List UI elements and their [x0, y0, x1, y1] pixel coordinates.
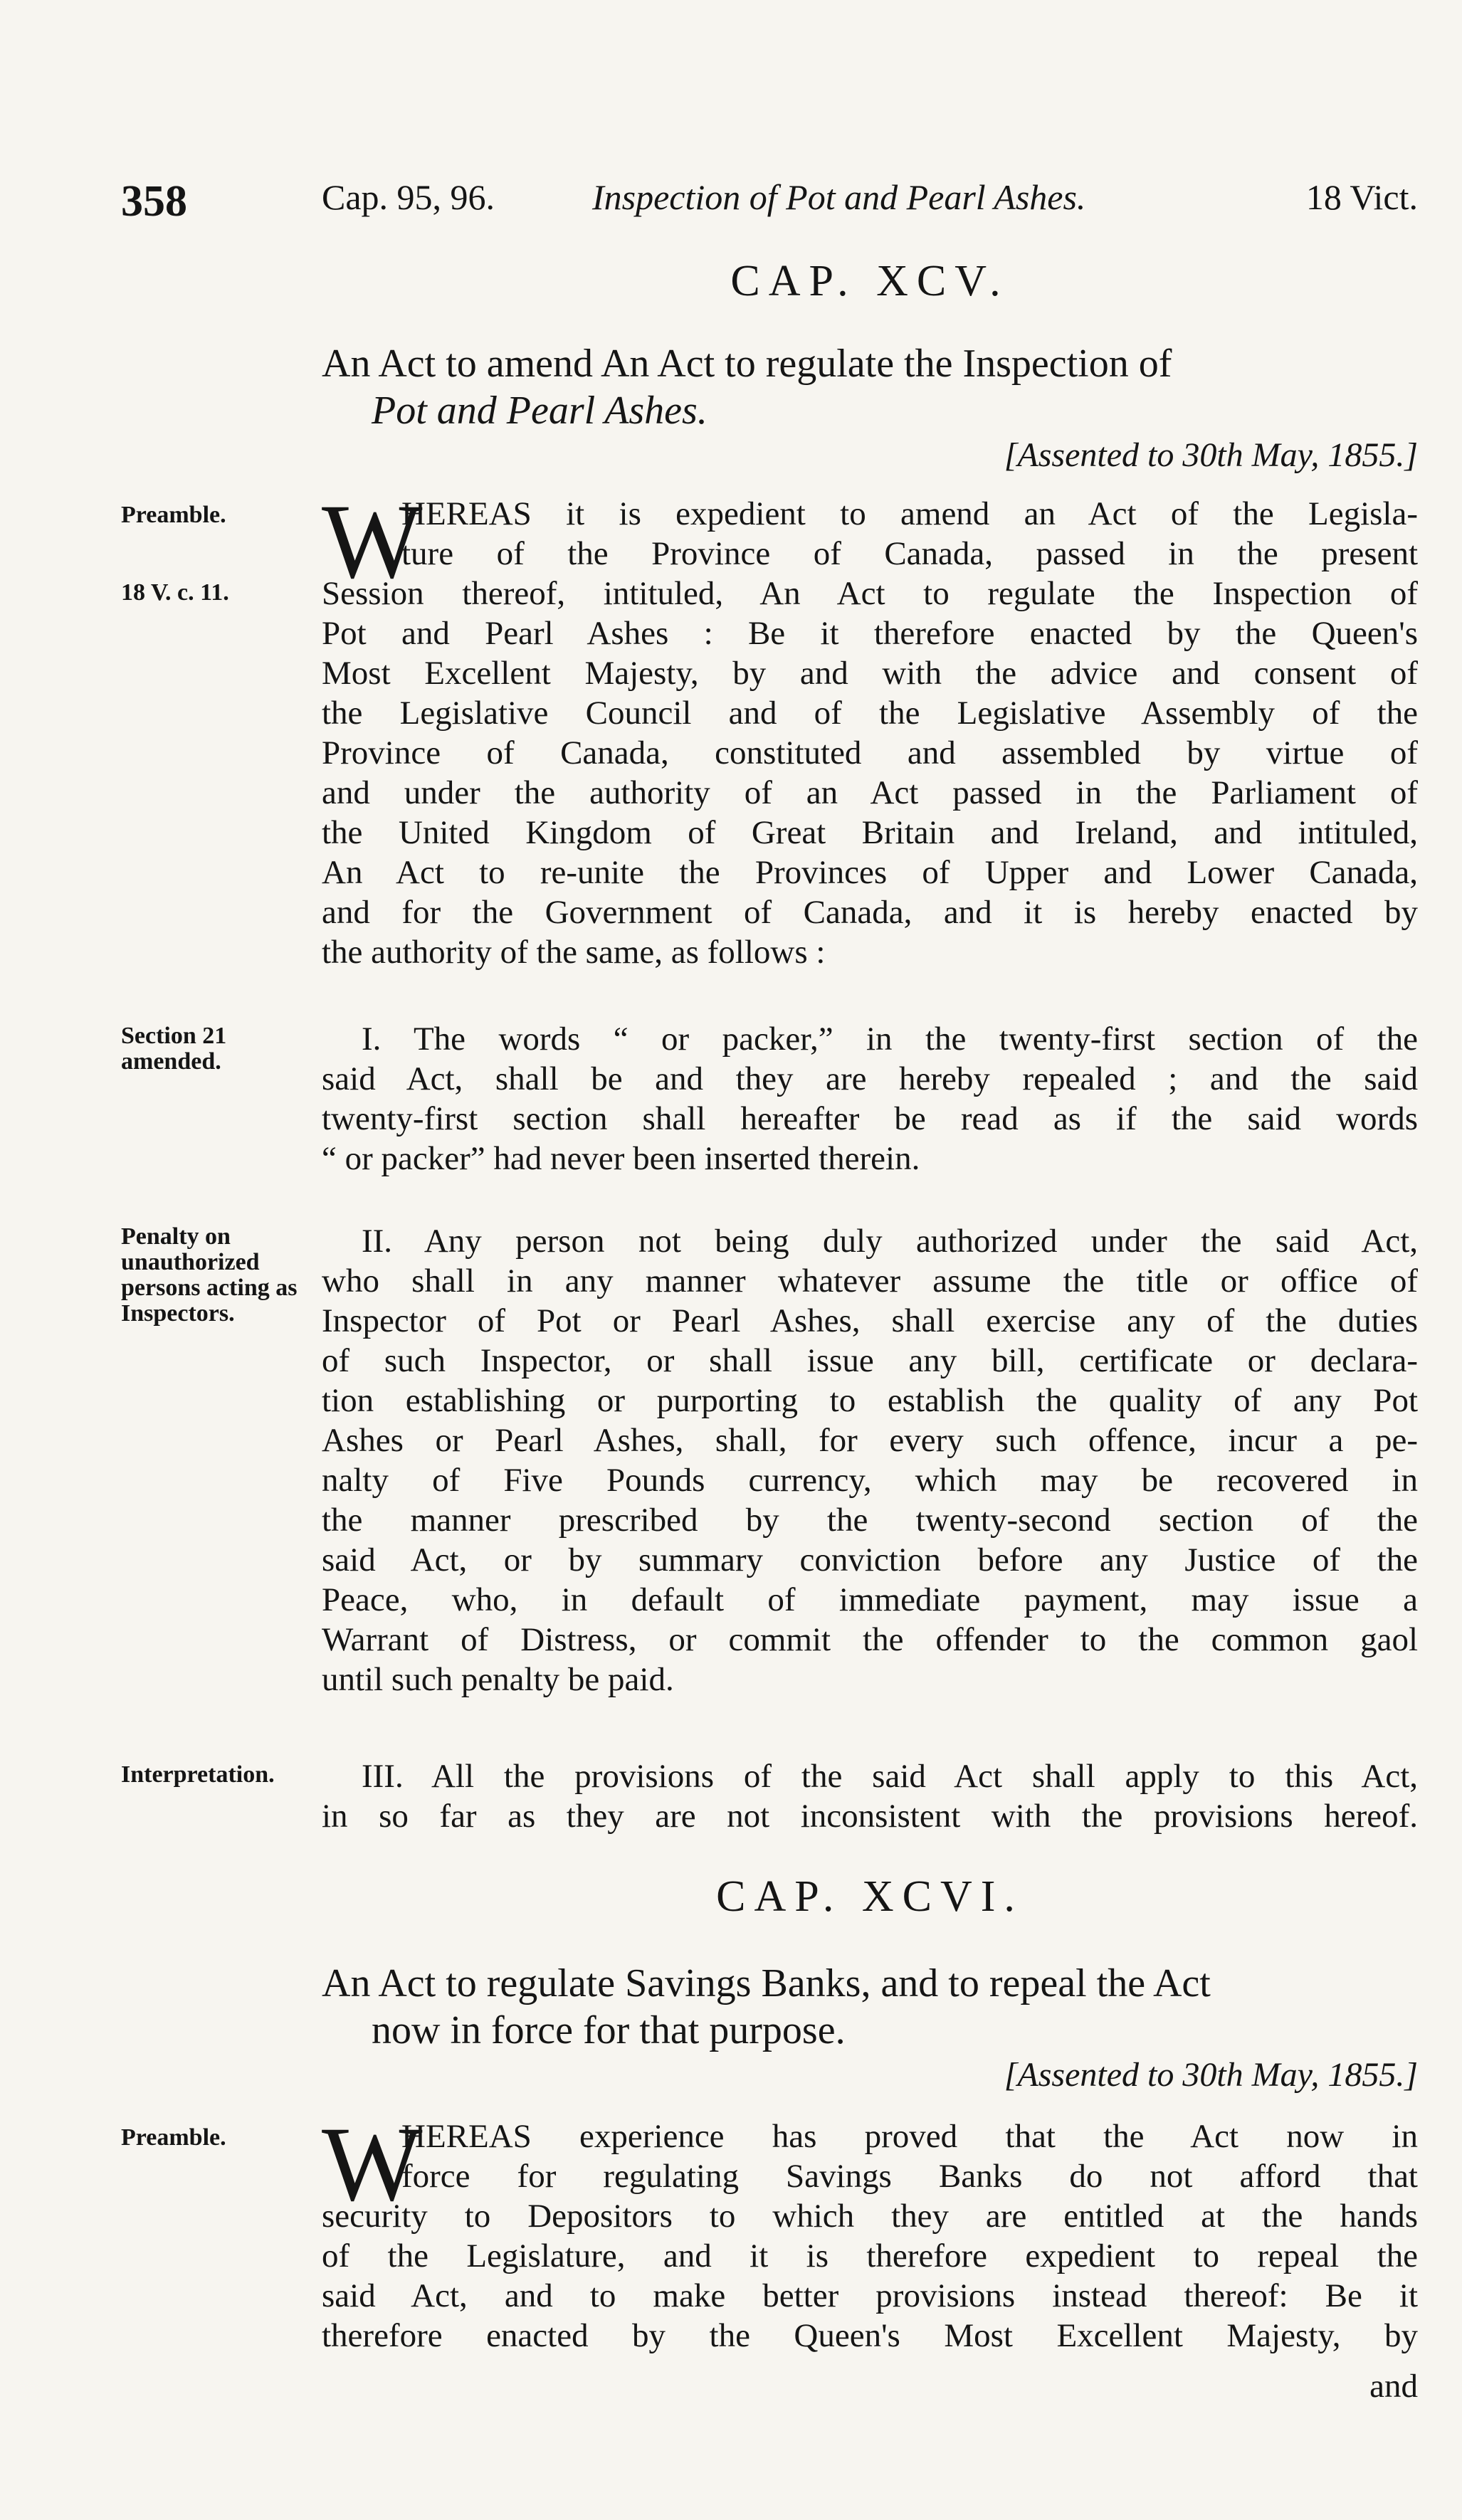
- text-line: Peace, who, in default of immediate payment, may issue a: [322, 1581, 1418, 1618]
- text-line: An Act to re-unite the Provinces of Upper and Lower Canada,: [322, 854, 1418, 891]
- text-line: said Act, or by summary conviction before any Justice of the: [322, 1541, 1418, 1578]
- text-line: HEREAS experience has proved that the Act now in: [401, 2118, 1418, 2155]
- text-line: therefore enacted by the Queen's Most Excellent Majesty, by: [322, 2317, 1418, 2354]
- text-line: the manner prescribed by the twenty-second section of the: [322, 1502, 1418, 1539]
- text-line: the United Kingdom of Great Britain and Ireland, and intituled,: [322, 814, 1418, 851]
- marginal-note: Preamble.: [121, 502, 226, 528]
- running-head-cap: Cap. 95, 96.: [322, 177, 495, 217]
- text-line: I. The words “ or packer,” in the twenty-first section of the: [362, 1021, 1418, 1058]
- text-line: Session thereof, intituled, An Act to regulate the Inspection of: [322, 575, 1418, 612]
- text-line: ture of the Province of Canada, passed in the present: [401, 535, 1418, 572]
- text-line: Ashes or Pearl Ashes, shall, for every such offence, incur a pe-: [322, 1422, 1418, 1459]
- chapter-heading: CAP. XCVI.: [716, 1872, 1024, 1921]
- act-title-line: An Act to amend An Act to regulate the Inspection of: [322, 342, 1172, 386]
- drop-cap: W: [322, 483, 423, 601]
- text-line: Warrant of Distress, or commit the offender to the common gaol: [322, 1621, 1418, 1658]
- text-line: the Legislative Council and of the Legislative Assembly of the: [322, 695, 1418, 732]
- assent-date: [322, 436, 1418, 475]
- text-line: Inspector of Pot or Pearl Ashes, shall exercise any of the duties: [322, 1302, 1418, 1339]
- act-title: [322, 340, 1418, 434]
- text-line: nalty of Five Pounds currency, which may be recovered in: [322, 1462, 1418, 1499]
- marginal-note: Interpretation.: [121, 1761, 275, 1788]
- drop-cap: W: [322, 2105, 423, 2223]
- assent-text: [Assented to 30th May, 1855.]: [1004, 436, 1418, 474]
- catchword: and: [1369, 2368, 1418, 2405]
- text-line: said Act, and to make better provisions instead thereof: Be it: [322, 2277, 1418, 2314]
- section-paragraph: [322, 1019, 1418, 1179]
- text-line: Pot and Pearl Ashes : Be it therefore enacted by the Queen's: [322, 615, 1418, 652]
- marginal-note: 18 V. c. 11.: [121, 579, 229, 606]
- preamble-paragraph: [322, 2105, 1418, 2356]
- marginal-note: Section 21 amended.: [121, 1023, 227, 1075]
- assent-text: [Assented to 30th May, 1855.]: [1004, 2056, 1418, 2094]
- text-line: II. Any person not being duly authorized under the said Act,: [362, 1223, 1418, 1260]
- marginal-note: Penalty on unauthorized persons acting as Inspectors.: [121, 1223, 298, 1327]
- text-line: and under the authority of an Act passed in the Parliament of: [322, 774, 1418, 811]
- act-title-line: now in force for that purpose.: [372, 2008, 846, 2052]
- text-line: Most Excellent Majesty, by and with the advice and consent of: [322, 655, 1418, 692]
- act-title: [322, 1960, 1418, 2054]
- text-line: the authority of the same, as follows :: [322, 934, 826, 971]
- page-number: 358: [121, 177, 187, 226]
- preamble-paragraph: [322, 483, 1418, 972]
- text-line: III. All the provisions of the said Act shall apply to this Act,: [362, 1758, 1418, 1795]
- text-line: of the Legislature, and it is therefore expedient to repeal the: [322, 2237, 1418, 2274]
- running-head-regnal: 18 Vict.: [1305, 177, 1418, 217]
- text-line: of such Inspector, or shall issue any bill, certificate or declara-: [322, 1342, 1418, 1379]
- text-line: twenty-first section shall hereafter be read as if the said words: [322, 1100, 1418, 1137]
- act-title-line: Pot and Pearl Ashes.: [372, 389, 708, 433]
- text-line: who shall in any manner whatever assume the title or office of: [322, 1262, 1418, 1299]
- text-line: force for regulating Savings Banks do not afford that: [401, 2158, 1418, 2195]
- text-line: security to Depositors to which they are entitled at the hands: [322, 2198, 1418, 2235]
- act-title-line: An Act to regulate Savings Banks, and to repeal the Act: [322, 1961, 1211, 2005]
- text-line: said Act, shall be and they are hereby repealed ; and the said: [322, 1060, 1418, 1097]
- text-line: and for the Government of Canada, and it is hereby enacted by: [322, 894, 1418, 931]
- text-line: tion establishing or purporting to establish the quality of any Pot: [322, 1382, 1418, 1419]
- chapter-heading: CAP. XCV.: [730, 257, 1009, 305]
- text-line: in so far as they are not inconsistent with the provisions hereof.: [322, 1798, 1418, 1835]
- running-head-title: Inspection of Pot and Pearl Ashes.: [592, 177, 1086, 217]
- assent-date: [322, 2055, 1418, 2094]
- text-line: until such penalty be paid.: [322, 1661, 674, 1698]
- marginal-note: Preamble.: [121, 2124, 226, 2151]
- section-paragraph: [322, 1756, 1418, 1836]
- text-line: HEREAS it is expedient to amend an Act of the Legisla-: [401, 495, 1418, 532]
- text-line: Province of Canada, constituted and assembled by virtue of: [322, 734, 1418, 771]
- section-paragraph: [322, 1221, 1418, 1699]
- text-line: “ or packer” had never been inserted therein.: [322, 1140, 920, 1177]
